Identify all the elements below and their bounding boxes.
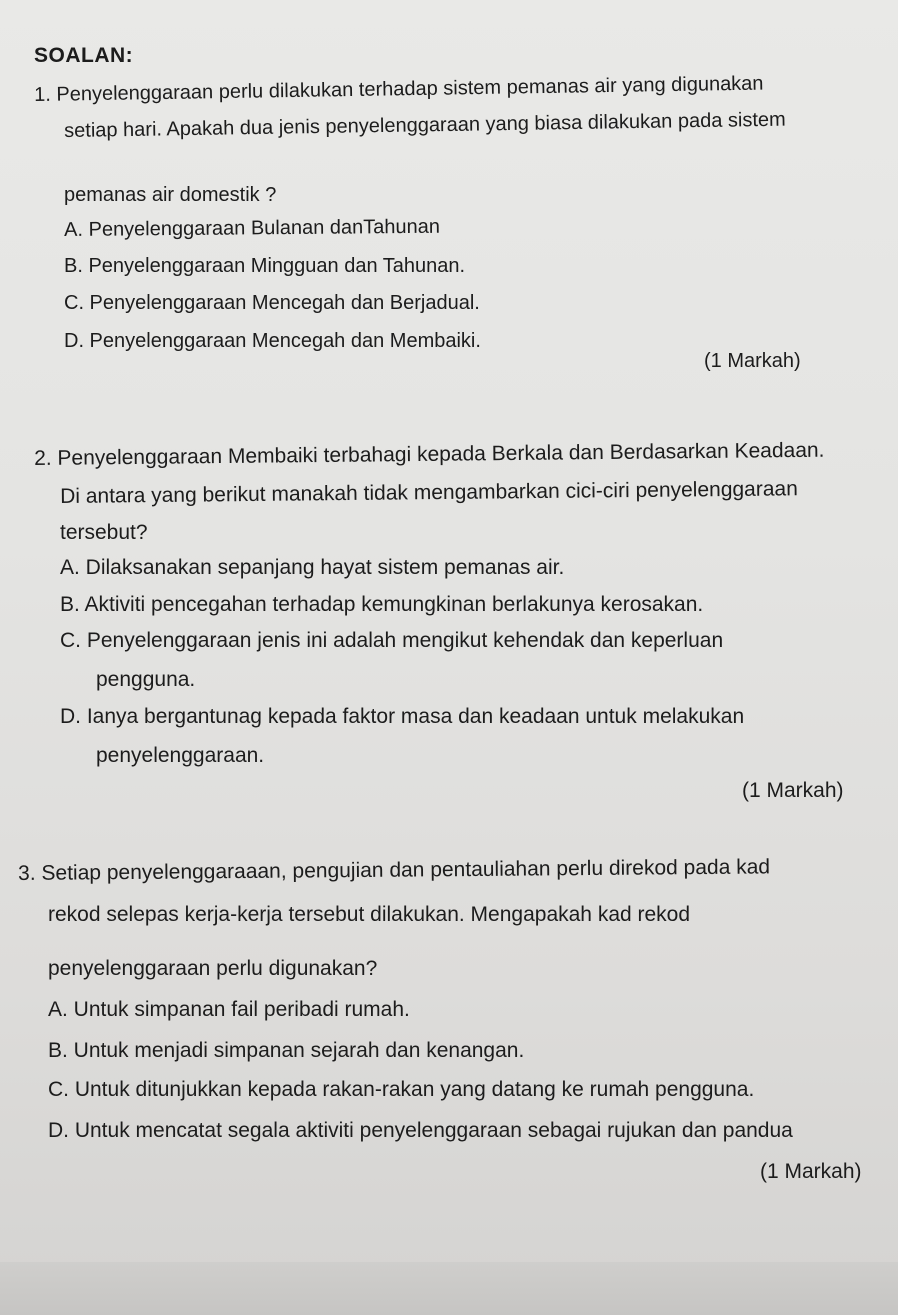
question-1-line-1: 1. Penyelenggaraan perlu dilakukan terhadap sistem pemanas air yang digunakan [34, 72, 764, 106]
question-1-option-c[interactable]: C. Penyelenggaraan Mencegah dan Berjadual. [64, 292, 480, 314]
question-1-option-b[interactable]: B. Penyelenggaraan Mingguan dan Tahunan. [64, 255, 466, 277]
question-2-option-d-cont: penyelenggaraan. [96, 744, 265, 767]
question-3-option-d[interactable]: D. Untuk mencatat segala aktiviti penyelenggaraan sebagai rujukan dan pandua [48, 1119, 793, 1142]
question-2-option-b[interactable]: B. Aktiviti pencegahan terhadap kemungkinan berlakunya kerosakan. [60, 593, 704, 616]
question-2-option-c[interactable]: C. Penyelenggaraan jenis ini adalah mengikut kehendak dan keperluan [60, 629, 724, 652]
paper-bottom-shadow [0, 1262, 898, 1315]
question-1-line-3: pemanas air domestik ? [64, 184, 277, 206]
question-2-option-a[interactable]: A. Dilaksanakan sepanjang hayat sistem pemanas air. [60, 556, 565, 579]
question-3-line-1: 3. Setiap penyelenggaraaan, pengujian dan pentauliahan perlu direkod pada kad [18, 855, 771, 885]
question-1-line-2: setiap hari. Apakah dua jenis penyelenggaraan yang biasa dilakukan pada sistem [64, 108, 786, 142]
question-3-mark: (1 Markah) [760, 1160, 862, 1183]
question-1-option-d[interactable]: D. Penyelenggaraan Mencegah dan Membaiki. [64, 330, 481, 352]
question-3-option-b[interactable]: B. Untuk menjadi simpanan sejarah dan kenangan. [48, 1039, 525, 1062]
question-2-option-c-cont: pengguna. [96, 668, 196, 691]
question-2-mark: (1 Markah) [742, 779, 844, 802]
question-3-option-c[interactable]: C. Untuk ditunjukkan kepada rakan-rakan yang datang ke rumah pengguna. [48, 1078, 755, 1101]
question-3-line-3: penyelenggaraan perlu digunakan? [48, 957, 378, 980]
question-3-line-2: rekod selepas kerja-kerja tersebut dilakukan. Mengapakah kad rekod [48, 903, 691, 926]
question-1-option-a[interactable]: A. Penyelenggaraan Bulanan danTahunan [64, 215, 441, 241]
question-2-line-2: Di antara yang berikut manakah tidak mengambarkan cici-ciri penyelenggaraan [60, 477, 798, 508]
question-1-mark: (1 Markah) [704, 350, 801, 372]
question-3-option-a[interactable]: A. Untuk simpanan fail peribadi rumah. [48, 998, 410, 1021]
question-2-line-3: tersebut? [60, 521, 148, 544]
question-2-option-d[interactable]: D. Ianya bergantunag kepada faktor masa dan keadaan untuk melakukan [60, 705, 745, 728]
question-2-line-1: 2. Penyelenggaraan Membaiki terbahagi kepada Berkala dan Berdasarkan Keadaan. [34, 438, 825, 470]
page-heading: SOALAN: [34, 44, 134, 67]
